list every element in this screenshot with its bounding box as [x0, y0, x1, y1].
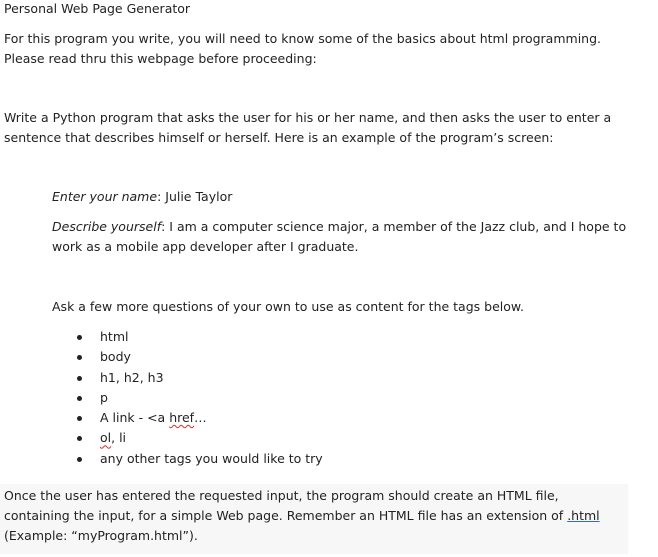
describe-colon: : — [161, 219, 166, 234]
describe-value: I am a computer science major, a member of the Jazz club, and I hope to work as a mobile app developer after I graduate. — [52, 219, 627, 254]
name-value: Julie Taylor — [161, 189, 233, 204]
name-prompt: Enter your name — [52, 189, 158, 204]
list-item: any other tags you would like to try — [76, 449, 323, 469]
tag-list — [76, 327, 323, 469]
spelling-squiggle-ol: ol — [100, 430, 112, 446]
list-item: p — [76, 388, 323, 408]
list-item: html — [76, 327, 323, 347]
list-item — [76, 428, 323, 448]
ask-more-paragraph: Ask a few more questions of your own to use as content for the tags below. — [52, 299, 524, 314]
describe-prompt: Describe yourself — [52, 219, 162, 234]
spelling-squiggle-href: href — [169, 410, 195, 426]
final-text-part1: Once the user has entered the requested input, the program should create an HTML file, containing the input, for a simple Web page. Remember an HTML file has an extension of — [4, 488, 568, 523]
final-text-part2: (Example: “myProgram.html”). — [4, 528, 198, 543]
ol-suffix: , li — [111, 430, 127, 446]
list-item: body — [76, 347, 323, 367]
document-title: Personal Web Page Generator — [4, 1, 191, 16]
link-tag-suffix: … — [194, 410, 207, 426]
link-tag-prefix: A link - <a — [100, 410, 170, 426]
example-name-line — [52, 187, 642, 207]
list-item — [76, 408, 323, 428]
list-item: h1, h2, h3 — [76, 368, 323, 388]
final-paragraph — [0, 484, 628, 554]
name-colon: : — [157, 189, 162, 204]
intro-paragraph: For this program you write, you will need to know some of the basics about html programming. Please read thru this webpage before proceeding: — [4, 31, 601, 66]
example-describe-line — [52, 217, 642, 257]
html-extension-link[interactable]: .html — [567, 508, 600, 523]
task-paragraph: Write a Python program that asks the user for his or her name, and then asks the user to enter a sentence that describes himself or herself. Here is an example of the program’s screen: — [4, 110, 612, 145]
